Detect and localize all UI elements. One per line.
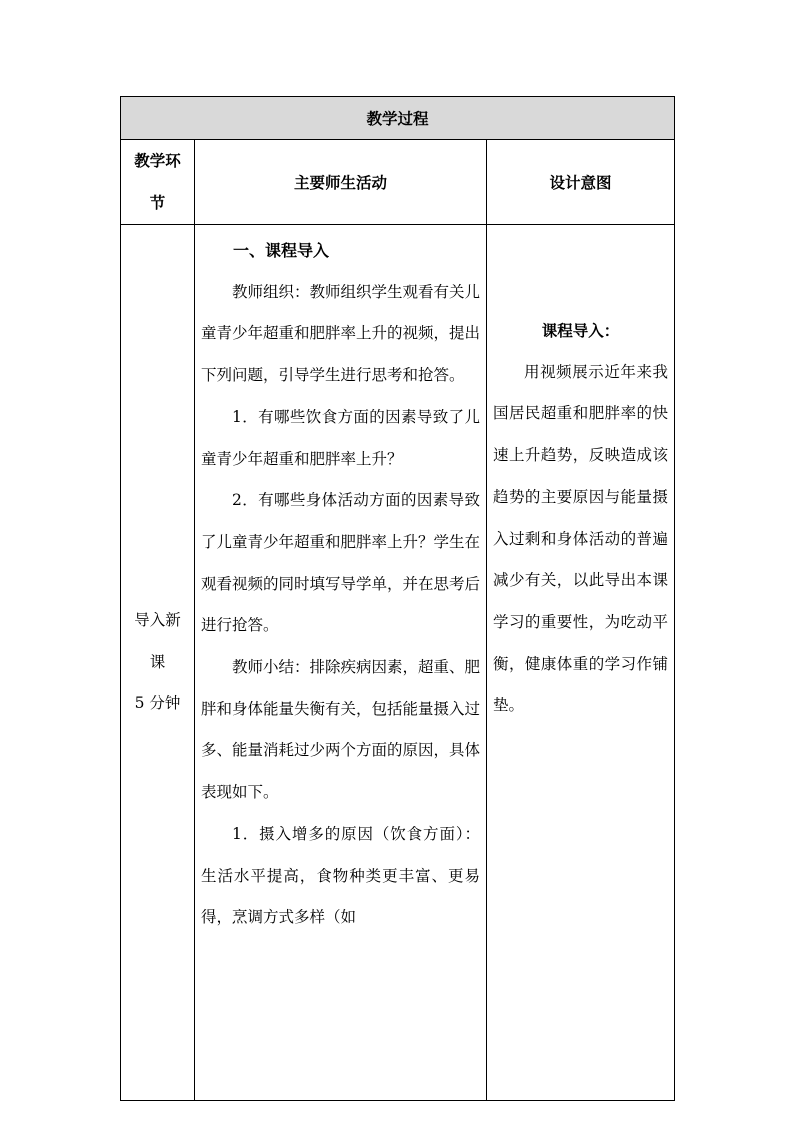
header-stage-line: 教学环 bbox=[134, 151, 181, 170]
header-activities: 主要师生活动 bbox=[195, 140, 487, 225]
activity-paragraph: 1．摄入增多的原因（饮食方面）：生活水平提高，食物种类更丰富、更易得，烹调方式多样（如 bbox=[201, 824, 480, 927]
section-heading: 一、课程导入 bbox=[233, 241, 330, 260]
header-stage bbox=[121, 140, 195, 225]
table-body-row bbox=[121, 225, 675, 1101]
activity-paragraph: 教师小结：排除疾病因素，超重、肥胖和身体能量失衡有关，包括能量摄入过多、能量消耗过少两个方面的原因，具体表现如下。 bbox=[201, 658, 481, 802]
activities-cell bbox=[195, 225, 487, 1101]
activity-paragraph: 1．有哪些饮食方面的因素导致了儿童青少年超重和肥胖率上升？ bbox=[201, 407, 480, 468]
stage-line: 5 分钟 bbox=[134, 694, 181, 713]
stage-line: 课 bbox=[149, 652, 166, 671]
design-paragraph: 用视频展示近年来我国居民超重和肥胖率的快速上升趋势，反映造成该趋势的主要原因与能量摄入过剩和身体活动的普遍减少有关，以此导出本课学习的重要性，为吃动平衡，健康体重的学习作铺垫。 bbox=[493, 362, 669, 715]
table-header-row bbox=[121, 140, 675, 225]
table-title: 教学过程 bbox=[121, 97, 675, 140]
design-cell bbox=[487, 225, 675, 1101]
stage-line: 导入新 bbox=[134, 610, 181, 629]
teaching-process-table bbox=[120, 96, 675, 1101]
header-design: 设计意图 bbox=[487, 140, 675, 225]
stage-cell bbox=[121, 225, 195, 1101]
activity-paragraph: 教师组织：教师组织学生观看有关儿童青少年超重和肥胖率上升的视频，提出下列问题，引导学生进行思考和抢答。 bbox=[201, 282, 481, 385]
header-stage-line: 节 bbox=[149, 193, 166, 212]
design-heading: 课程导入： bbox=[541, 321, 620, 340]
table-title-row bbox=[121, 97, 675, 140]
activity-paragraph: 2．有哪些身体活动方面的因素导致了儿童青少年超重和肥胖率上升？学生在观看视频的同时填写导学单，并在思考后进行抢答。 bbox=[201, 491, 481, 635]
